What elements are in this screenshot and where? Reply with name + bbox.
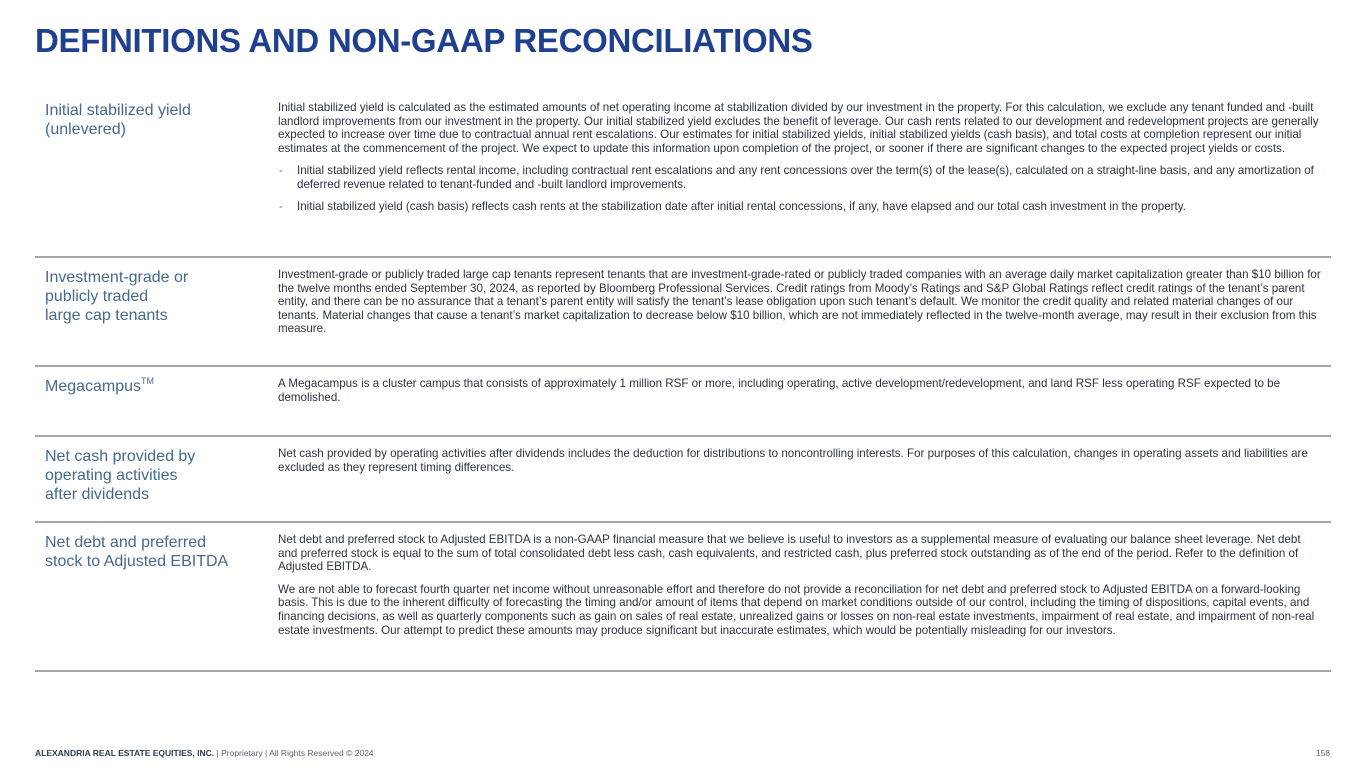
term-line: stock to Adjusted EBITDA (45, 553, 229, 570)
term-line: large cap tenants (45, 307, 168, 324)
term-line: publicly traded (45, 288, 149, 305)
definition-paragraph: Net debt and preferred stock to Adjusted EBITDA is a non-GAAP financial measure that we believe is useful to investors as a supplemental measure of evaluating our balance sheet leverage. Net debt and preferred stock is equal to the sum of total consolidated debt less cash, cash equivalents, and restricted cash, plus preferred stock outstanding as of the end of the period. Refer to the definition of Adjusted EBITDA. (278, 533, 1301, 574)
definition-paragraph: We are not able to forecast fourth quarter net income without unreasonable effort and therefore do not provide a reconciliation for net debt and preferred stock to Adjusted EBITDA on a forward-looking basis. This is due to the inherent difficulty of forecasting the timing and/or amount of items that depend on market conditions outside of our control, including the timing of dispositions, capital events, and financing decisions, as well as quarterly components such as gain on sales of real estate, unrealized gains or losses on non-real estate investments, impairment of real estate, and impairment of non-real estate investments. Our attempt to predict these amounts may produce significant but inaccurate estimates, which would be potentially misleading for our investors. (278, 582, 1315, 637)
definition-row (35, 258, 1331, 367)
dash-bullet-icon: - (279, 164, 283, 178)
footer (35, 748, 374, 758)
definition-paragraph: Initial stabilized yield is calculated as the estimated amounts of net operating income at stabilization divided by our investment in the property. For this calculation, we exclude any tenant funded and -built landlord improvements from our investment in the property. Our initial stabilized yield excludes the benefit of leverage. Our cash rents related to our development and redevelopment projects are generally expected to increase over time due to contractual annual rent escalations. Our estimates for initial stabilized yields, initial stabilized yields (cash basis), and total costs at completion represent our initial estimates at the commencement of the project. We expect to update this information upon completion of the project, or sooner if there are significant changes to the expected project yields or costs. (278, 101, 1319, 155)
bullet-text: Initial stabilized yield reflects rental income, including contractual rent escalations and any rent concessions over the term(s) of the lease(s), calculated on a straight-line basis, and any amortization of deferred revenue related to tenant-funded and -built landlord improvements. (297, 164, 1314, 191)
term-label (35, 533, 278, 670)
bullet-item (278, 164, 1323, 191)
dash-bullet-icon: - (279, 199, 283, 213)
definition-paragraph: A Megacampus is a cluster campus that consists of approximately 1 million RSF or more, including operating, active development/redevelopment, and land RSF less operating RSF expected to be demolished. (278, 377, 1281, 404)
footer-notice: | Proprietary | All Rights Reserved © 2024 (214, 748, 374, 758)
term-label (35, 377, 278, 435)
term-line: (unlevered) (45, 121, 126, 138)
trademark-mark: TM (141, 376, 155, 386)
definition-paragraph: Net cash provided by operating activities after dividends includes the deduction for distributions to noncontrolling interests. For purposes of this calculation, changes in operating assets and liabilities are excluded as they represent timing differences. (278, 447, 1308, 474)
term-line: Megacampus (45, 378, 142, 395)
definition-row (35, 92, 1331, 258)
definition-paragraph: Investment-grade or publicly traded large cap tenants represent tenants that are investment-grade-rated or publicly traded companies with an average daily market capitalization greater than $10 billion for the twelve months ended September 30, 2024, as reported by Bloomberg Professional Services. Credit ratings from Moody’s Ratings and S&P Global Ratings reflect credit ratings of the tenant’s parent entity, and there can be no assurance that a tenant’s parent entity will satisfy the tenant’s lease obligation upon such tenant’s default. We monitor the credit quality and related material changes of our tenants. Material changes that cause a tenant’s market capitalization to decrease below $10 billion, which are not immediately reflected in the twelve-month average, may result in their exclusion from this measure. (278, 268, 1321, 336)
term-label (35, 268, 278, 365)
definition-bullets (278, 164, 1323, 213)
term-line: after dividends (45, 486, 150, 503)
definition-row (35, 367, 1331, 437)
definition-text (278, 447, 1331, 521)
definition-text (278, 377, 1331, 435)
term-line: Net debt and preferred (45, 534, 206, 551)
definition-text (278, 101, 1331, 256)
term-line: Initial stabilized yield (45, 102, 191, 119)
term-label (35, 101, 278, 256)
definition-row (35, 523, 1331, 672)
page-number: 158 (1315, 748, 1330, 758)
bullet-item (278, 200, 1323, 214)
term-line: Investment-grade or (45, 269, 189, 286)
footer-company: ALEXANDRIA REAL ESTATE EQUITIES, INC. (35, 748, 215, 758)
definition-text (278, 268, 1331, 365)
definition-text (278, 533, 1331, 670)
definitions-table (35, 92, 1331, 672)
bullet-text: Initial stabilized yield (cash basis) reflects cash rents at the stabilization date after initial rental concessions, if any, have elapsed and our total cash investment in the property. (297, 199, 1186, 213)
term-label (35, 447, 278, 521)
definition-row (35, 437, 1331, 523)
page-title: DEFINITIONS AND NON-GAAP RECONCILIATIONS (35, 22, 813, 59)
term-line: operating activities (45, 467, 178, 484)
term-line: Net cash provided by (45, 448, 196, 465)
